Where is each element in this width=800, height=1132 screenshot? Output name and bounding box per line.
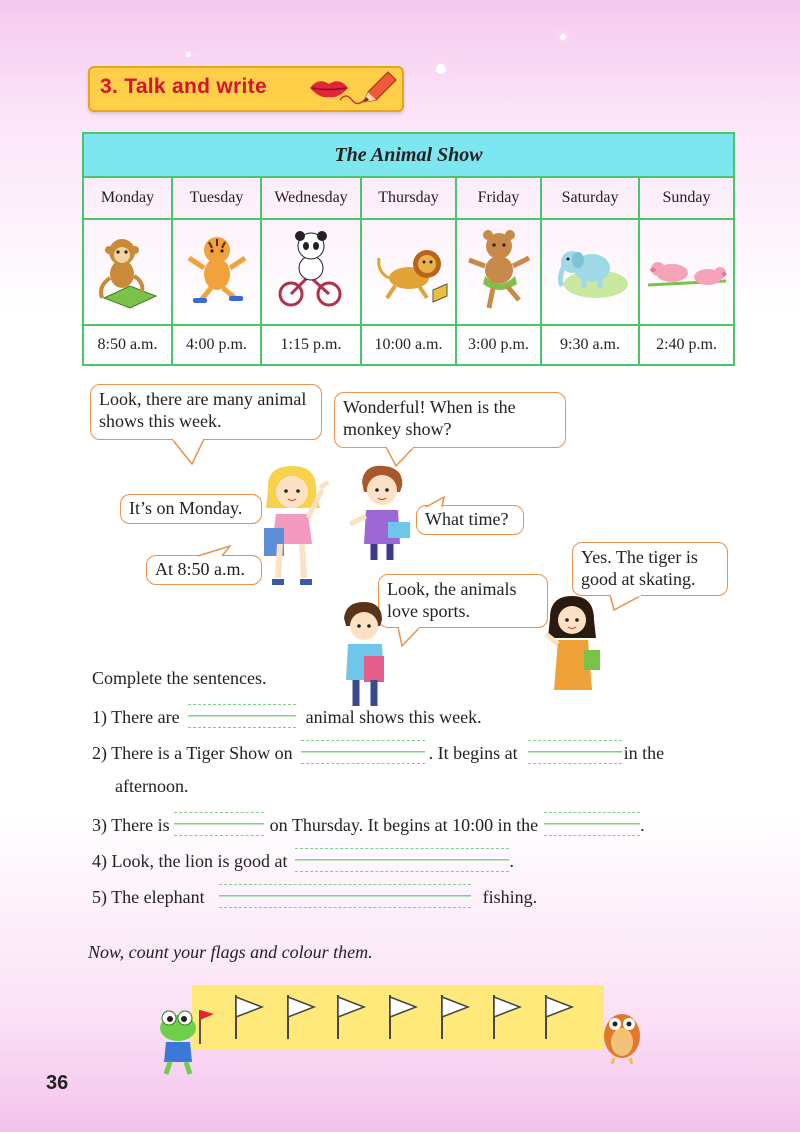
- sentence-text: 4) Look, the lion is good at: [92, 851, 288, 871]
- day-friday: Friday: [456, 177, 541, 219]
- sentence-1: [92, 704, 482, 728]
- flag-icon[interactable]: [542, 993, 576, 1041]
- sentence-4: [92, 848, 514, 872]
- table-title: The Animal Show: [83, 133, 734, 177]
- day-sunday: Sunday: [639, 177, 734, 219]
- speech-bubble-text: It’s on Monday.: [129, 498, 243, 518]
- time-tuesday: 4:00 p.m.: [172, 325, 261, 365]
- answer-blank[interactable]: [544, 812, 640, 836]
- sparkle-decoration: [560, 34, 566, 40]
- tiger-cell: [172, 219, 261, 325]
- sparkle-decoration: [186, 52, 191, 57]
- animal-show-table: [82, 132, 735, 366]
- flag-icon[interactable]: [334, 993, 368, 1041]
- answer-blank[interactable]: [188, 704, 296, 728]
- monkey-cell: [83, 219, 172, 325]
- sentence-text: animal shows this week.: [305, 707, 482, 727]
- bubble-tail: [424, 496, 448, 508]
- bubble-tail: [196, 545, 236, 557]
- boy-illustration: [344, 462, 420, 562]
- sentence-text: 1) There are: [92, 707, 180, 727]
- speech-bubble: [572, 542, 728, 596]
- speech-bubble-text: Yes. The tiger is good at skating.: [581, 547, 698, 589]
- speech-bubble-text: Look, the animals love sports.: [387, 579, 517, 621]
- girl-illustration: [258, 462, 338, 592]
- day-thursday: Thursday: [361, 177, 456, 219]
- bubble-tail: [396, 626, 426, 648]
- pigs-cell: [639, 219, 734, 325]
- speech-bubble: [90, 384, 322, 440]
- speech-bubble: [146, 555, 262, 585]
- boy-illustration: [336, 600, 396, 710]
- sentence-text: .: [640, 815, 645, 835]
- girl-illustration: [540, 594, 606, 694]
- tiger-icon: [179, 228, 255, 312]
- time-saturday: 9:30 a.m.: [541, 325, 639, 365]
- section-header: [88, 66, 404, 112]
- speech-bubble: [378, 574, 548, 628]
- exercise-instruction: Complete the sentences.: [92, 668, 267, 688]
- sentence-text: .: [509, 851, 514, 871]
- flag-bar: [192, 985, 604, 1049]
- sentence-text: 3) There is: [92, 815, 170, 835]
- sentence-text: in the: [623, 743, 665, 763]
- panda-icon: [271, 226, 351, 314]
- speech-bubble: [120, 494, 262, 524]
- swirl-icon: [338, 92, 368, 108]
- bubble-tail: [170, 438, 210, 466]
- answer-blank[interactable]: [219, 884, 471, 908]
- answer-blank[interactable]: [528, 740, 622, 764]
- speech-bubble-text: Wonderful! When is the monkey show?: [343, 397, 516, 439]
- frog-mascot: [152, 1004, 218, 1078]
- day-tuesday: Tuesday: [172, 177, 261, 219]
- sparkle-decoration: [436, 64, 446, 74]
- elephant-icon: [548, 234, 632, 306]
- answer-blank[interactable]: [301, 740, 425, 764]
- sentence-3: [92, 812, 645, 836]
- time-thursday: 10:00 a.m.: [361, 325, 456, 365]
- flag-icon[interactable]: [386, 993, 420, 1041]
- section-title: 3. Talk and write: [100, 75, 267, 98]
- sentence-text: afternoon.: [115, 776, 189, 796]
- speech-bubble-text: At 8:50 a.m.: [155, 559, 245, 579]
- owl-mascot: [596, 1002, 648, 1064]
- panda-cell: [261, 219, 361, 325]
- sentence-5: [92, 884, 537, 908]
- pigs-icon: [644, 235, 730, 305]
- flag-instruction: Now, count your flags and colour them.: [88, 942, 373, 962]
- speech-bubble-text: Look, there are many animal shows this week.: [99, 389, 307, 431]
- bear-cell: [456, 219, 541, 325]
- answer-blank[interactable]: [295, 848, 509, 872]
- page-number: 36: [46, 1072, 69, 1094]
- sentence-2: [92, 740, 664, 764]
- sentence-text: on Thursday. It begins at 10:00 in the: [269, 815, 539, 835]
- time-monday: 8:50 a.m.: [83, 325, 172, 365]
- day-wednesday: Wednesday: [261, 177, 361, 219]
- flag-icon[interactable]: [284, 993, 318, 1041]
- bear-icon: [463, 226, 535, 314]
- flag-icon[interactable]: [490, 993, 524, 1041]
- time-sunday: 2:40 p.m.: [639, 325, 734, 365]
- sentence-text: 2) There is a Tiger Show on: [92, 743, 293, 763]
- day-saturday: Saturday: [541, 177, 639, 219]
- time-wednesday: 1:15 p.m.: [261, 325, 361, 365]
- day-monday: Monday: [83, 177, 172, 219]
- bubble-tail: [608, 594, 648, 612]
- sentence-text: 5) The elephant: [92, 887, 205, 907]
- time-friday: 3:00 p.m.: [456, 325, 541, 365]
- lion-cell: [361, 219, 456, 325]
- speech-bubble: [416, 505, 524, 535]
- speech-bubble-text: What time?: [425, 509, 509, 529]
- answer-blank[interactable]: [174, 812, 264, 836]
- lion-icon: [367, 228, 451, 312]
- speech-bubble: [334, 392, 566, 448]
- sentence-text: fishing.: [482, 887, 538, 907]
- sentence-text: . It begins at: [428, 743, 518, 763]
- flag-icon[interactable]: [438, 993, 472, 1041]
- sentence-2-continued: [115, 776, 188, 797]
- flag-icon[interactable]: [232, 993, 266, 1041]
- monkey-icon: [90, 228, 166, 312]
- elephant-cell: [541, 219, 639, 325]
